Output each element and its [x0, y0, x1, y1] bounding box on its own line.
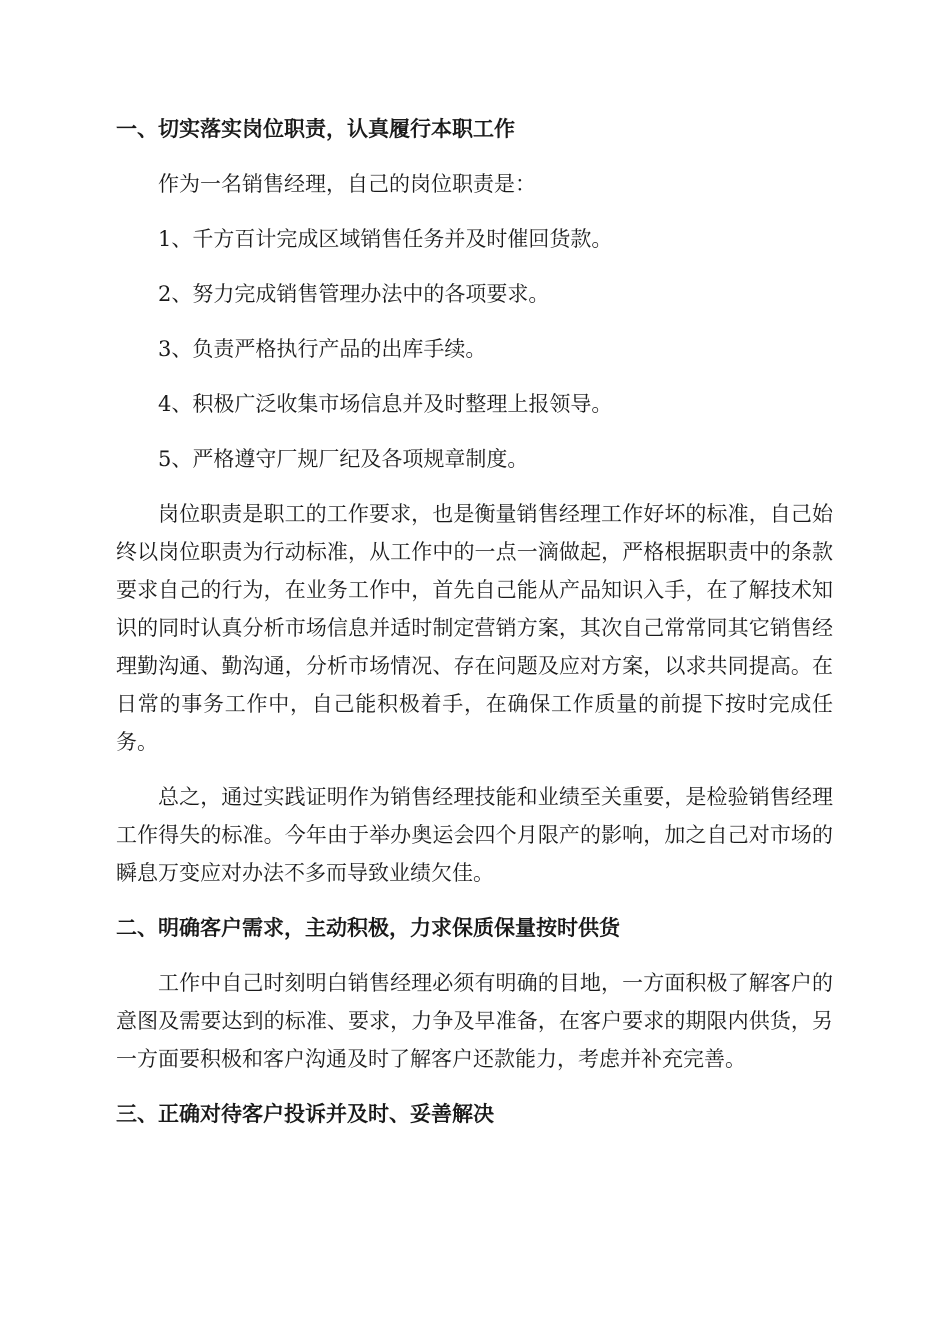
spacer — [116, 423, 833, 440]
spacer — [116, 947, 833, 964]
body-paragraph-customer: 工作中自己时刻明白销售经理必须有明确的目地，一方面积极了解客户的意图及需要达到的标准、要求，力争及早准备，在客户要求的期限内供货，另一方面要积极和客户沟通及时了解客户还款能力，考虑并补充完善。 — [116, 971, 833, 1071]
spacer — [116, 368, 833, 385]
spacer — [116, 148, 833, 165]
body-paragraph-summary: 总之，通过实践证明作为销售经理技能和业绩至关重要，是检验销售经理工作得失的标准。今年由于举办奥运会四个月限产的影响，加之自己对市场的瞬息万变应对办法不多而导致业绩欠佳。 — [116, 785, 833, 885]
duty-item-1: 1、千方百计完成区域销售任务并及时催回货款。 — [158, 227, 613, 251]
spacer — [116, 258, 833, 275]
spacer — [116, 1078, 833, 1095]
spacer — [116, 313, 833, 330]
section-heading-2: 二、明确客户需求，主动积极，力求保质保量按时供货 — [116, 916, 620, 940]
section-heading-1: 一、切实落实岗位职责，认真履行本职工作 — [116, 117, 515, 141]
spacer — [116, 203, 833, 220]
duty-item-2: 2、努力完成销售管理办法中的各项要求。 — [158, 282, 550, 306]
section-heading-3: 三、正确对待客户投诉并及时、妥善解决 — [116, 1102, 494, 1126]
spacer — [116, 478, 833, 495]
document-page — [116, 110, 833, 1133]
body-paragraph-responsibility: 岗位职责是职工的工作要求，也是衡量销售经理工作好坏的标准，自己始终以岗位职责为行动标准，从工作中的一点一滴做起，严格根据职责中的条款要求自己的行为，在业务工作中，首先自己能从产品知识入手，在了解技术知识的同时认真分析市场信息并适时制定营销方案，其次自己常常同其它销售经理勤沟通、勤沟通，分析市场情况、存在问题及应对方案，以求共同提高。在日常的事务工作中，自己能积极着手，在确保工作质量的前提下按时完成任务。 — [116, 502, 833, 754]
duty-item-3: 3、负责严格执行产品的出库手续。 — [158, 337, 487, 361]
duty-item-5: 5、严格遵守厂规厂纪及各项规章制度。 — [158, 447, 529, 471]
duty-item-4: 4、积极广泛收集市场信息并及时整理上报领导。 — [158, 392, 613, 416]
intro-paragraph: 作为一名销售经理，自己的岗位职责是： — [158, 172, 536, 196]
spacer — [116, 761, 833, 778]
spacer — [116, 892, 833, 909]
